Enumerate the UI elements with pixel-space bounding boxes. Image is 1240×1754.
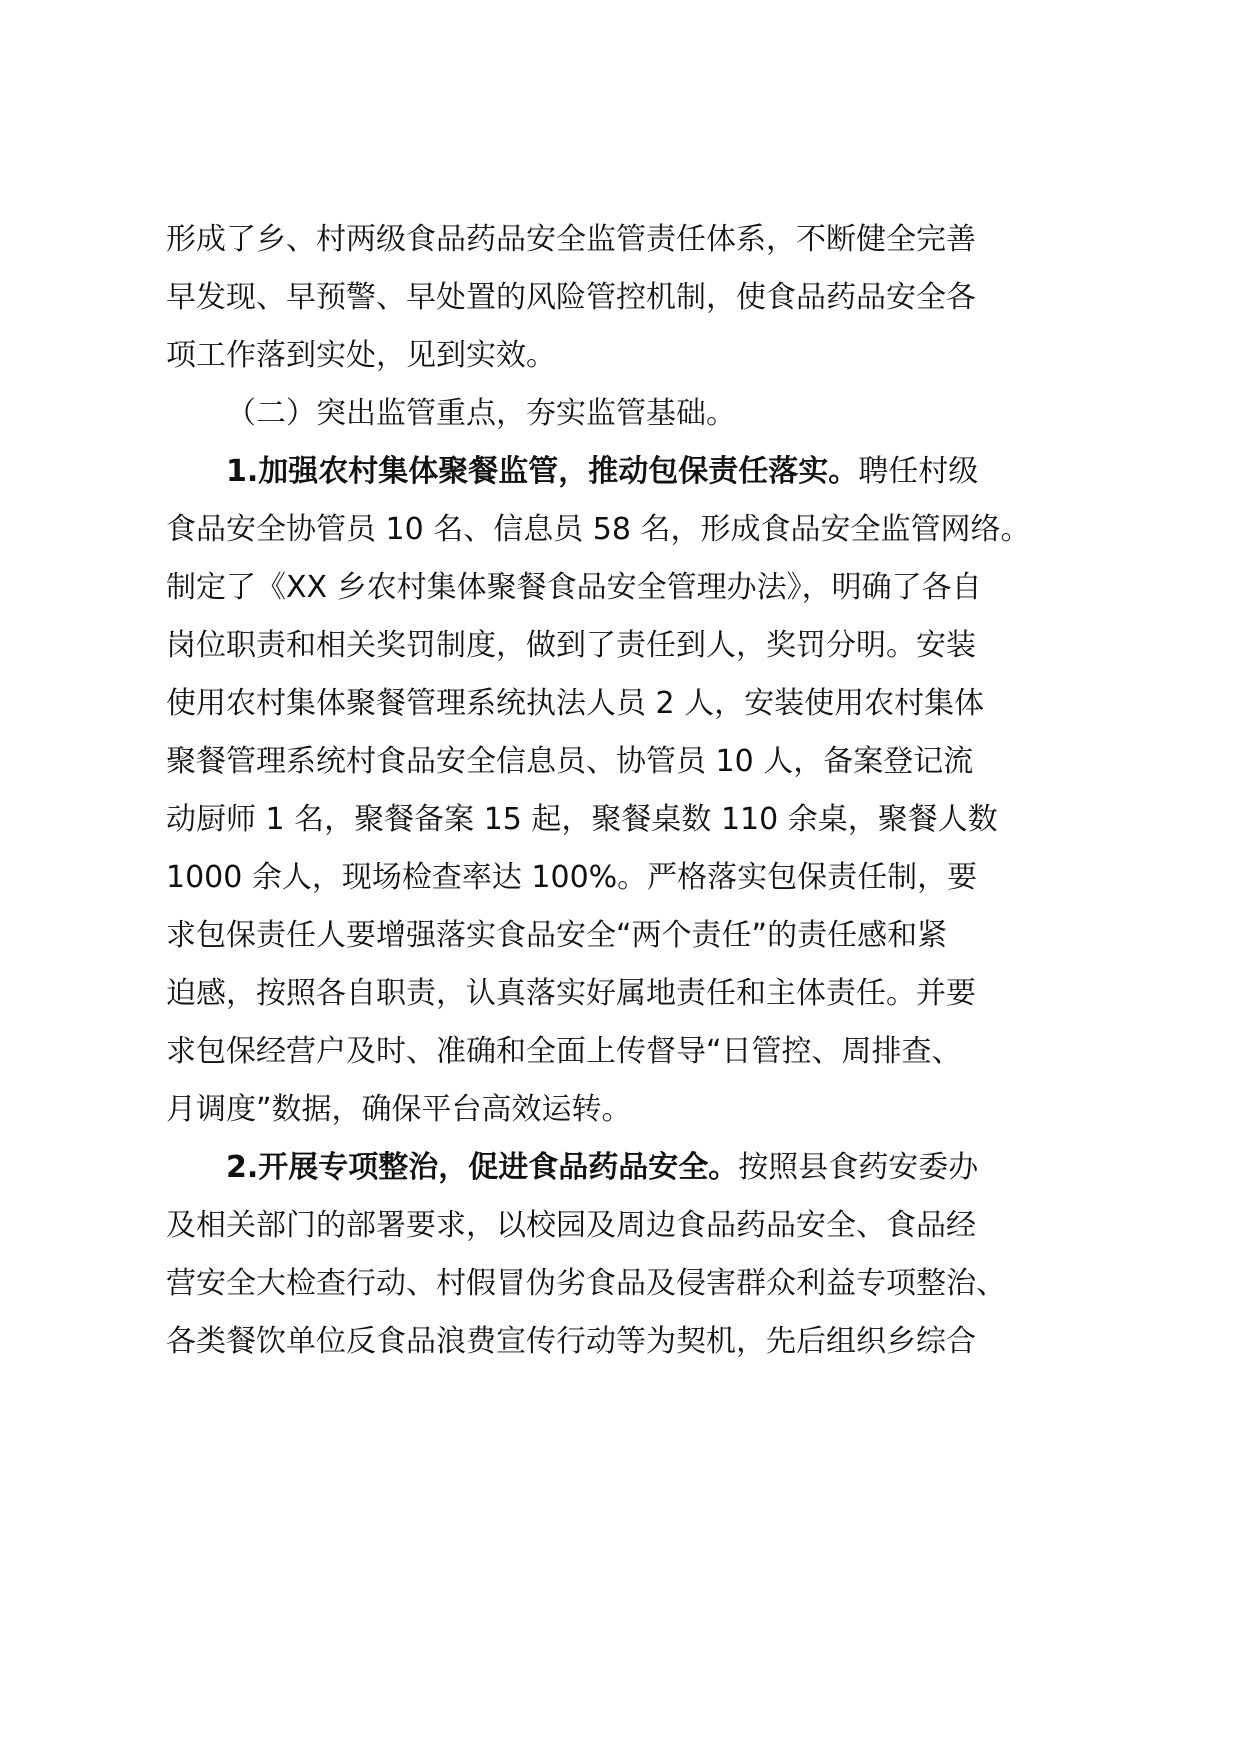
paragraph-line: 项工作落到实处，见到实效。 bbox=[166, 338, 556, 373]
paragraph-line: 求包保责任人要增强落实食品安全“两个责任”的责任感和紧 bbox=[166, 918, 948, 953]
paragraph-line: 制定了《XX 乡农村集体聚餐食品安全管理办法》，明确了各自 bbox=[166, 570, 982, 605]
paragraph-line: 形成了乡、村两级食品药品安全监管责任体系，不断健全完善 bbox=[166, 222, 976, 257]
item-2-text: 按照县食药安委办 bbox=[738, 1150, 979, 1185]
item-1-text: 聘任村级 bbox=[858, 454, 979, 489]
item-2-heading: 2.开展专项整治，促进食品药品安全。 bbox=[226, 1150, 739, 1185]
paragraph-line: 早发现、早预警、早处置的风险管控机制，使食品药品安全各 bbox=[166, 280, 976, 315]
paragraph-line: 营安全大检查行动、村假冒伪劣食品及侵害群众利益专项整治、 bbox=[166, 1266, 1006, 1301]
paragraph-line: 使用农村集体聚餐管理系统执法人员 2 人，安装使用农村集体 bbox=[166, 686, 985, 721]
paragraph-line: 动厨师 1 名，聚餐备案 15 起，聚餐桌数 110 余桌，聚餐人数 bbox=[166, 802, 998, 837]
item-2-first-line bbox=[226, 1136, 1166, 1200]
item-1-heading: 1.加强农村集体聚餐监管，推动包保责任落实。 bbox=[226, 454, 859, 489]
paragraph-line: 求包保经营户及时、准确和全面上传督导“日管控、周排查、 bbox=[166, 1034, 962, 1069]
paragraph-line: 聚餐管理系统村食品安全信息员、协管员 10 人，备案登记流 bbox=[166, 744, 974, 779]
paragraph-line: 月调度”数据，确保平台高效运转。 bbox=[166, 1092, 632, 1127]
paragraph-line: 迫感，按照各自职责，认真落实好属地责任和主体责任。并要 bbox=[166, 976, 976, 1011]
paragraph-line: 食品安全协管员 10 名、信息员 58 名，形成食品安全监管网络。 bbox=[166, 512, 1031, 547]
paragraph-line: 及相关部门的部署要求，以校园及周边食品药品安全、食品经 bbox=[166, 1208, 976, 1243]
item-1-first-line bbox=[226, 440, 1166, 504]
section-heading: （二）突出监管重点，夯实监管基础。 bbox=[226, 396, 736, 431]
paragraph-line: 各类餐饮单位反食品浪费宣传行动等为契机，先后组织乡综合 bbox=[166, 1324, 976, 1359]
paragraph-line: 1000 余人，现场检查率达 100%。严格落实包保责任制，要 bbox=[166, 860, 978, 895]
paragraph-line: 岗位职责和相关奖罚制度，做到了责任到人，奖罚分明。安装 bbox=[166, 628, 976, 663]
